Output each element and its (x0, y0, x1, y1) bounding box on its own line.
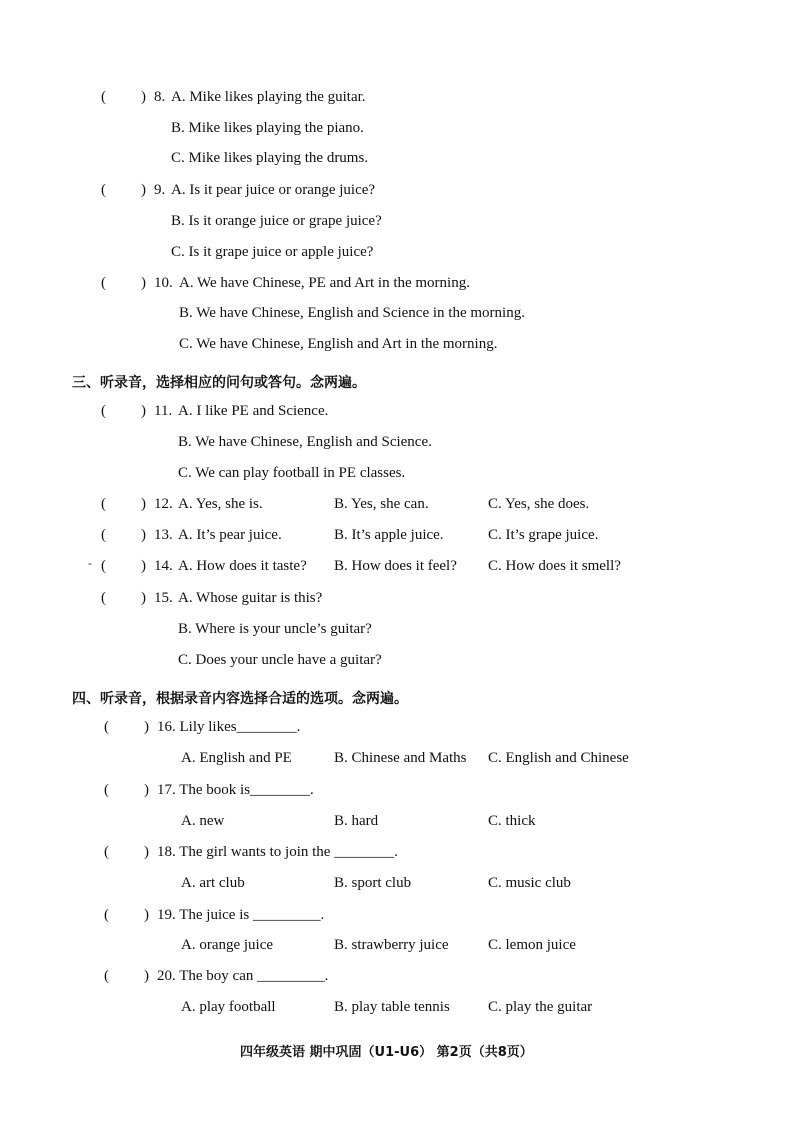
answer-paren-open: ( (101, 89, 106, 105)
answer-paren-close: ) (141, 275, 146, 291)
question-number: 12. (154, 496, 173, 512)
question-number: 10. (154, 275, 173, 291)
answer-paren-close: ) (141, 89, 146, 105)
option-b: B. Is it orange juice or grape juice? (171, 213, 382, 229)
option-b: B. It’s apple juice. (334, 527, 444, 543)
question-stem: 19. The juice is _________. (157, 907, 325, 923)
option-b: B. hard (334, 813, 379, 829)
question-stem: 18. The girl wants to join the ________. (157, 844, 398, 860)
option-a: A. new (181, 813, 225, 829)
option-c: C. We have Chinese, English and Art in the morning. (179, 336, 498, 352)
option-c: C. music club (488, 875, 571, 891)
answer-paren-open: ( (101, 275, 106, 291)
option-b: B. Where is your uncle’s guitar? (178, 621, 372, 637)
answer-paren-open: ( (101, 403, 106, 419)
question-number: 11. (154, 403, 173, 419)
option-c: C. lemon juice (488, 937, 576, 953)
option-c: C. It’s grape juice. (488, 527, 599, 543)
answer-paren-open: ( (104, 968, 109, 984)
option-c: C. We can play football in PE classes. (178, 465, 406, 481)
option-b: B. Yes, she can. (334, 496, 429, 512)
question-number: 15. (154, 590, 173, 606)
option-c: C. Is it grape juice or apple juice? (171, 244, 374, 260)
option-b: B. How does it feel? (334, 558, 457, 574)
option-a: A. Whose guitar is this? (178, 590, 323, 606)
option-c: C. thick (488, 813, 536, 829)
option-a: A. I like PE and Science. (178, 403, 329, 419)
answer-paren-close: ) (144, 968, 149, 984)
answer-paren-open: ( (101, 558, 106, 574)
answer-paren-close: ) (144, 907, 149, 923)
answer-paren-open: ( (104, 719, 109, 735)
option-b: B. Mike likes playing the piano. (171, 120, 364, 136)
option-a: A. Mike likes playing the guitar. (171, 89, 366, 105)
option-c: C. play the guitar (488, 999, 593, 1015)
question-number: 13. (154, 527, 173, 543)
option-a: A. Is it pear juice or orange juice? (171, 182, 376, 198)
option-a: A. orange juice (181, 937, 274, 953)
answer-paren-open: ( (101, 590, 106, 606)
option-c: C. Mike likes playing the drums. (171, 150, 369, 166)
option-a: A. How does it taste? (178, 558, 307, 574)
option-a: A. English and PE (181, 750, 292, 766)
option-b: B. We have Chinese, English and Science in the morning. (179, 305, 525, 321)
answer-paren-close: ) (141, 590, 146, 606)
option-b: B. sport club (334, 875, 412, 891)
question-number: 14. (154, 558, 173, 574)
option-c: C. Yes, she does. (488, 496, 590, 512)
answer-paren-open: ( (101, 496, 106, 512)
answer-paren-close: ) (141, 496, 146, 512)
answer-paren-close: ) (141, 403, 146, 419)
question-stem: 16. Lily likes________. (157, 719, 301, 735)
option-b: B. play table tennis (334, 999, 450, 1015)
option-b: B. strawberry juice (334, 937, 449, 953)
answer-paren-close: ) (144, 844, 149, 860)
option-c: C. Does your uncle have a guitar? (178, 652, 382, 668)
answer-paren-close: ) (144, 719, 149, 735)
answer-paren-open: ( (104, 907, 109, 923)
question-number: 9. (154, 182, 166, 198)
answer-paren-open: ( (101, 182, 106, 198)
question-stem: 17. The book is________. (157, 782, 314, 798)
option-b: B. Chinese and Maths (334, 750, 467, 766)
section-heading: 三、听录音，选择相应的问句或答句。念两遍。 (72, 375, 366, 391)
option-c: C. How does it smell? (488, 558, 621, 574)
option-a: A. It’s pear juice. (178, 527, 282, 543)
answer-paren-open: ( (104, 844, 109, 860)
answer-paren-close: ) (141, 182, 146, 198)
answer-paren-open: ( (104, 782, 109, 798)
question-stem: 20. The boy can _________. (157, 968, 329, 984)
question-number: 8. (154, 89, 166, 105)
option-a: A. We have Chinese, PE and Art in the morning. (179, 275, 470, 291)
answer-paren-close: ) (141, 527, 146, 543)
stray-mark: - (88, 556, 92, 570)
answer-paren-open: ( (101, 527, 106, 543)
page-footer: 四年级英语 期中巩固（U1-U6） 第2页（共8页） (240, 1045, 533, 1060)
option-a: A. art club (181, 875, 245, 891)
answer-paren-close: ) (141, 558, 146, 574)
option-b: B. We have Chinese, English and Science. (178, 434, 432, 450)
option-c: C. English and Chinese (488, 750, 629, 766)
section-heading: 四、听录音，根据录音内容选择合适的选项。念两遍。 (72, 691, 408, 707)
option-a: A. Yes, she is. (178, 496, 263, 512)
option-a: A. play football (181, 999, 276, 1015)
answer-paren-close: ) (144, 782, 149, 798)
